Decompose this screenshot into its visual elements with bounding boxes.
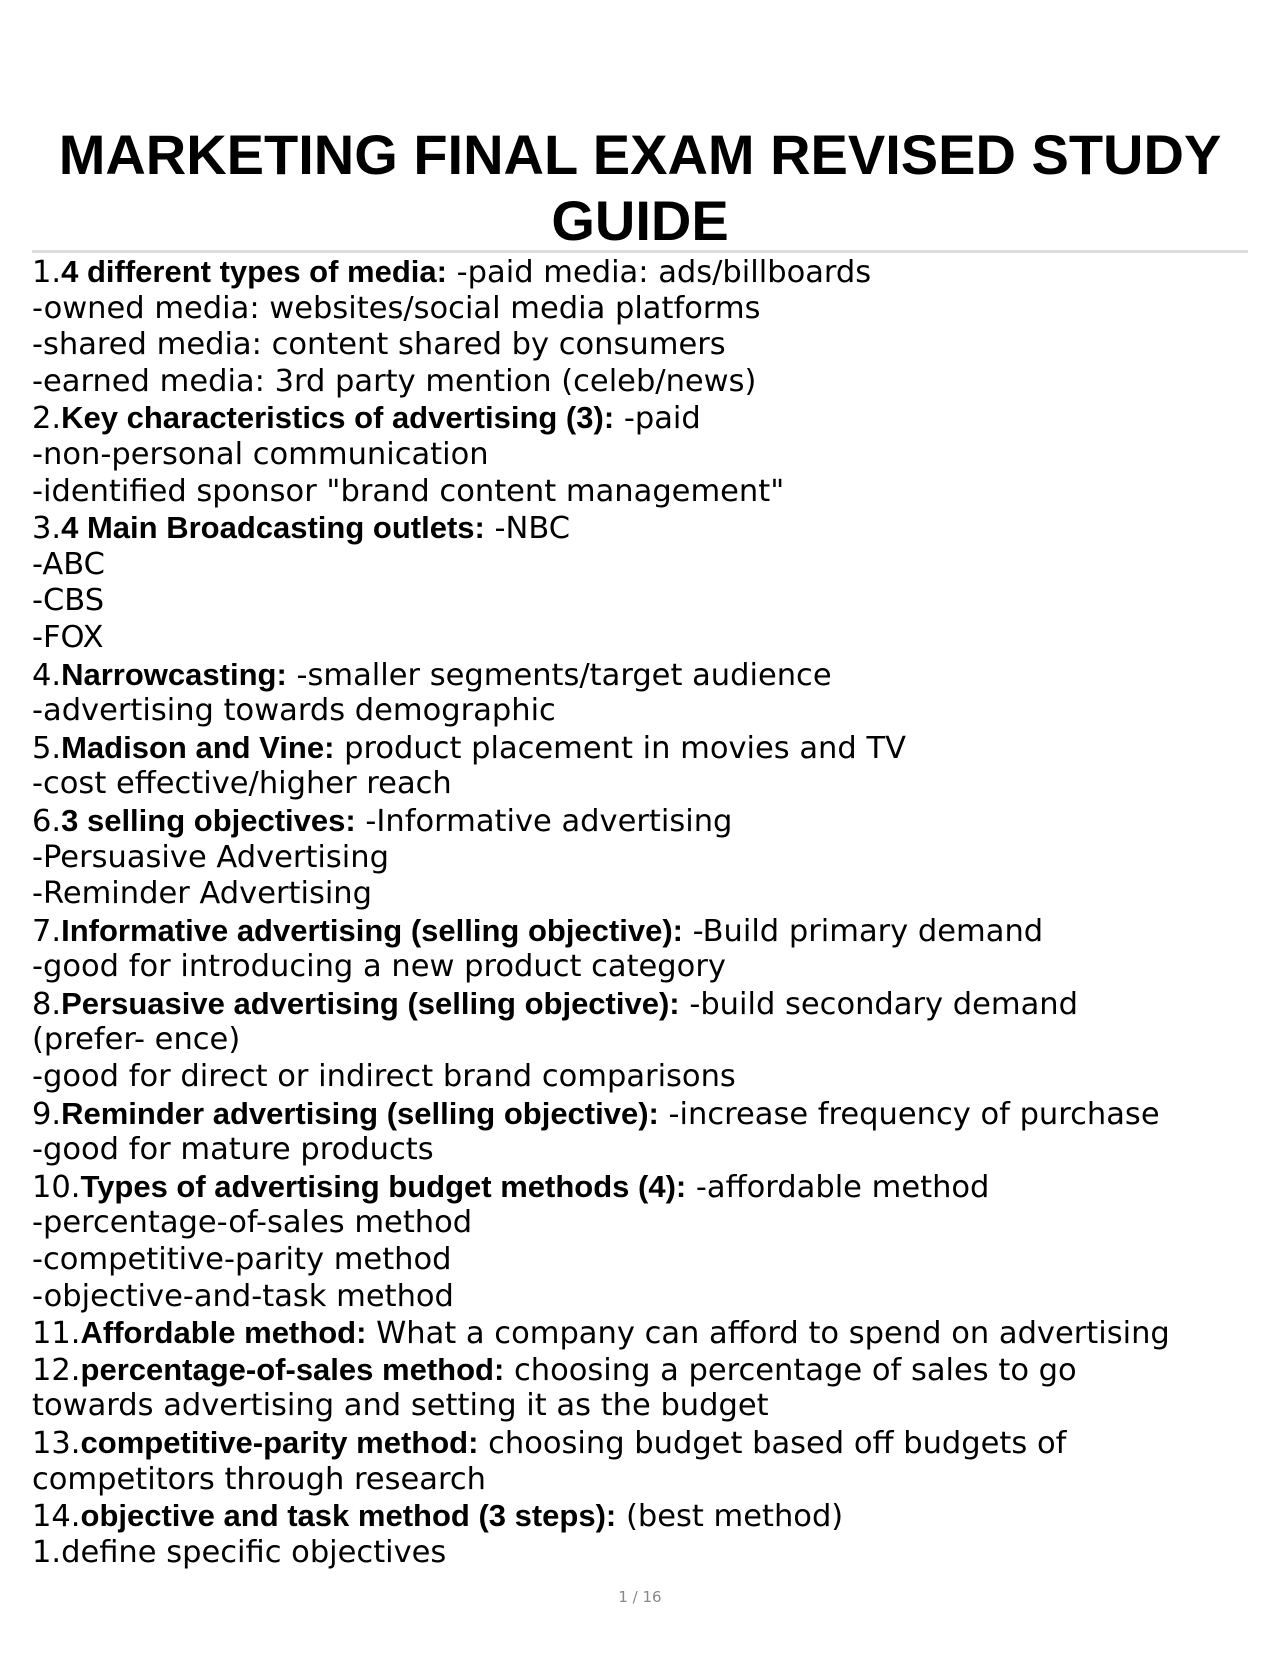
question-number: 12. <box>32 1352 81 1388</box>
question-term: Informative advertising (selling objective): <box>61 912 683 948</box>
answer-line <box>32 1388 1262 1425</box>
line-text: -build secondary demand <box>679 986 1078 1022</box>
line-text: -competitive-parity method <box>32 1242 452 1278</box>
answer-line <box>32 437 1262 474</box>
question-term: Narrowcasting: <box>61 656 287 692</box>
line-text: What a company can afford to spend on advertising <box>366 1316 1170 1352</box>
question-line <box>32 657 1262 694</box>
answer-line <box>32 1205 1262 1242</box>
line-text: -paid media: ads/billboards <box>446 255 872 290</box>
question-term: Persuasive advertising (selling objective): <box>61 985 680 1021</box>
answer-line <box>32 693 1262 730</box>
line-text: -paid <box>614 401 701 437</box>
line-text: -owned media: websites/social media platforms <box>32 290 761 326</box>
line-text: -good for mature products <box>32 1132 434 1168</box>
answer-line <box>32 1279 1262 1316</box>
question-line <box>32 254 1262 291</box>
question-line <box>32 803 1262 840</box>
question-term: 4 different types of media: <box>61 254 447 289</box>
question-line <box>32 1352 1262 1389</box>
answer-line <box>32 1022 1262 1059</box>
answer-line <box>32 583 1262 620</box>
line-text: choosing a percentage of sales to go <box>504 1352 1077 1388</box>
question-number: 11. <box>32 1316 81 1352</box>
answer-line <box>32 1242 1262 1279</box>
line-text: -objective-and-task method <box>32 1278 454 1314</box>
title-line-1: MARKETING FINAL EXAM REVISED STUDY <box>58 123 1222 186</box>
question-number: 14. <box>32 1499 81 1535</box>
question-number: 13. <box>32 1426 81 1461</box>
question-line <box>32 913 1262 950</box>
answer-line <box>32 876 1262 913</box>
question-number: 7. <box>32 913 62 949</box>
line-text: -Reminder Advertising <box>32 876 372 912</box>
question-line <box>32 1169 1262 1206</box>
line-text: -shared media: content shared by consumers <box>32 327 726 363</box>
line-text: -advertising towards demographic <box>32 693 556 729</box>
line-text: -Build primary demand <box>682 913 1044 949</box>
page-number: 1 / 16 <box>618 1588 662 1606</box>
question-term: competitive-parity method: <box>80 1425 479 1460</box>
question-number: 6. <box>32 803 62 839</box>
line-text: -FOX <box>32 619 104 655</box>
line-text: -NBC <box>484 511 571 547</box>
line-text: -smaller segments/target audience <box>286 657 832 693</box>
answer-line <box>32 1132 1262 1169</box>
line-text: 1.define specific objectives <box>32 1534 447 1570</box>
line-text: -CBS <box>32 583 105 619</box>
study-guide-body <box>32 254 1262 1571</box>
question-line <box>32 1498 1262 1535</box>
line-text: choosing budget based off budgets of <box>478 1426 1067 1461</box>
answer-line <box>32 1462 1262 1499</box>
answer-line <box>32 474 1262 511</box>
line-text: -cost effective/higher reach <box>32 766 452 802</box>
question-number: 5. <box>32 730 62 766</box>
question-number: 8. <box>32 986 62 1022</box>
title-line-2: GUIDE <box>551 189 729 252</box>
line-text: -earned media: 3rd party mention (celeb/news) <box>32 363 757 399</box>
answer-line <box>32 620 1262 657</box>
line-text: product placement in movies and TV <box>334 730 906 766</box>
question-term: Affordable method: <box>80 1315 367 1351</box>
line-text: (best method) <box>616 1499 844 1535</box>
answer-line <box>32 547 1262 584</box>
line-text: -identified sponsor "brand content management" <box>32 473 785 509</box>
question-number: 3. <box>32 511 62 547</box>
question-number: 4. <box>32 657 62 693</box>
question-number: 1. <box>32 255 62 290</box>
line-text: -ABC <box>32 546 105 582</box>
line-text: -good for introducing a new product category <box>32 949 726 985</box>
question-number: 10. <box>32 1169 81 1205</box>
line-text: competitors through research <box>32 1461 486 1497</box>
question-term: Madison and Vine: <box>61 729 335 765</box>
line-text: -good for direct or indirect brand comparisons <box>32 1059 736 1095</box>
line-text: -non-personal communication <box>32 436 489 472</box>
answer-line <box>32 840 1262 877</box>
question-term: Key characteristics of advertising (3): <box>61 400 615 436</box>
question-term: Reminder advertising (selling objective): <box>61 1095 659 1131</box>
question-line <box>32 1315 1262 1352</box>
question-line <box>32 730 1262 767</box>
answer-line <box>32 949 1262 986</box>
question-line <box>32 510 1262 547</box>
answer-line <box>32 291 1262 328</box>
document-title <box>20 122 1260 254</box>
question-line <box>32 1425 1262 1462</box>
line-text: (prefer- ence) <box>32 1022 241 1058</box>
line-text: -Informative advertising <box>355 803 733 839</box>
question-term: Types of advertising budget methods (4): <box>80 1168 687 1204</box>
question-line <box>32 1096 1262 1133</box>
line-text: towards advertising and setting it as the budget <box>32 1388 769 1424</box>
question-line <box>32 986 1262 1023</box>
title-divider <box>32 250 1248 253</box>
question-term: percentage-of-sales method: <box>80 1351 505 1387</box>
question-number: 9. <box>32 1096 62 1132</box>
question-line <box>32 400 1262 437</box>
question-term: 3 selling objectives: <box>61 802 356 838</box>
answer-line <box>32 327 1262 364</box>
question-number: 2. <box>32 401 62 437</box>
question-term: objective and task method (3 steps): <box>80 1498 617 1534</box>
answer-line <box>32 1535 1262 1572</box>
line-text: -increase frequency of purchase <box>658 1096 1160 1132</box>
answer-line <box>32 364 1262 401</box>
line-text: -affordable method <box>686 1169 990 1205</box>
answer-line <box>32 766 1262 803</box>
answer-line <box>32 1059 1262 1096</box>
question-term: 4 Main Broadcasting outlets: <box>61 510 485 546</box>
line-text: -Persuasive Advertising <box>32 839 389 875</box>
line-text: -percentage-of-sales method <box>32 1205 473 1241</box>
